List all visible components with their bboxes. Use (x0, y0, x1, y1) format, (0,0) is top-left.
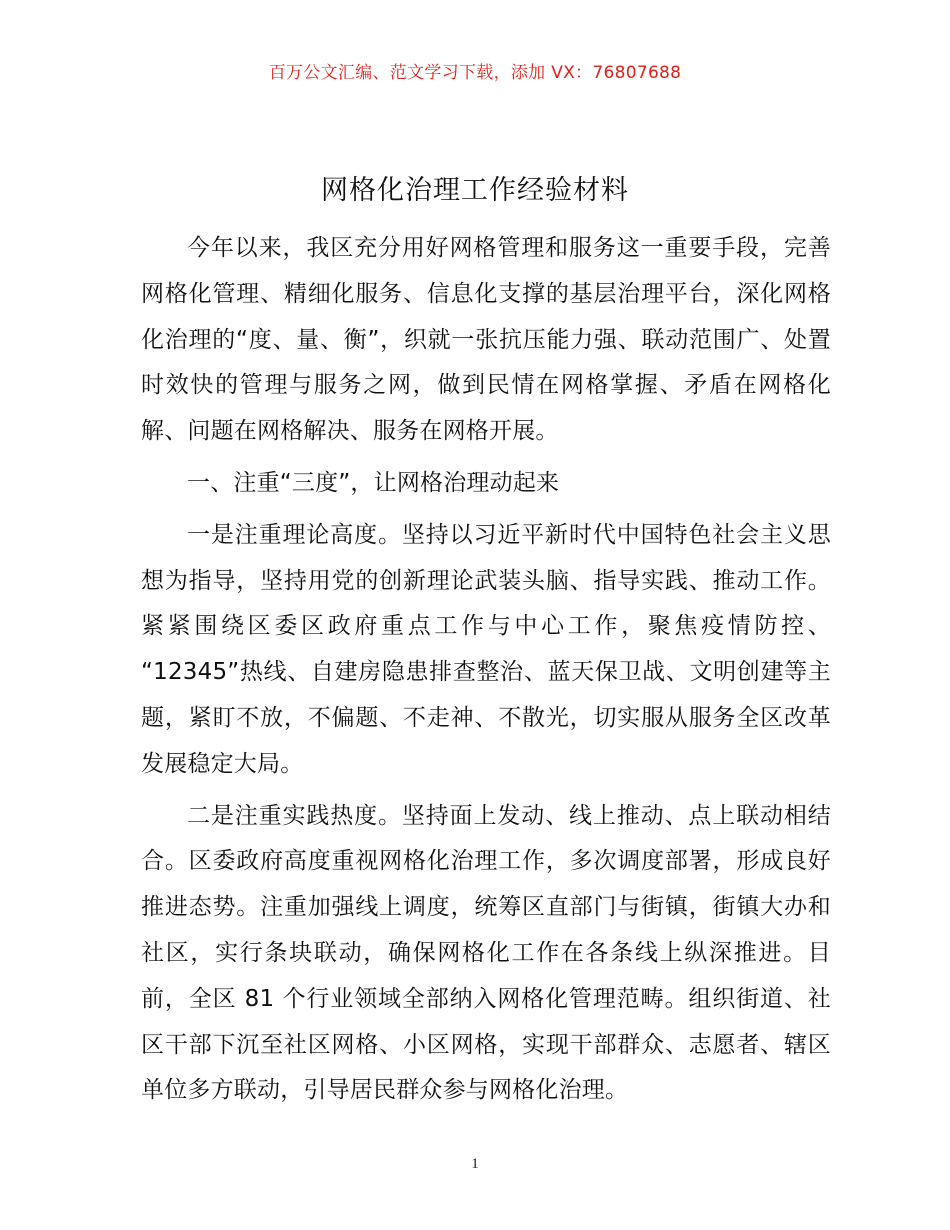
header-banner: 百万公文汇编、范文学习下载，添加 VX：76807688 (268, 63, 682, 83)
page-number: 1 (471, 1156, 479, 1172)
document-title: 网格化治理工作经验材料 (321, 175, 629, 206)
paragraph-practice: 二是注重实践热度。坚持面上发动、线上推动、点上联动相结合。区委政府高度重视网格化治理工作，多次调度部署，形成良好推进态势。注重加强线上调度，统筹区直部门与街镇，街镇大办和社区，实行条块联动，确保网格化工作在各条线上纵深推进。目前，全区 81 个行业领域全部纳入网格化管理范畴。组织街道、社区干部下沉至社区网格、小区网格，实现干部群众、志愿者、辖区单位多方联动，引导居民群众参与网格化治理。 (141, 802, 831, 1104)
paragraph-theory: 一是注重理论高度。坚持以习近平新时代中国特色社会主义思想为指导，坚持用党的创新理论武装头脑、指导实践、推动工作。紧紧围绕区委区政府重点工作与中心工作，聚焦疫情防控、 “12345”热线、自建房隐患排查整治、蓝天保卫战、文明创建等主题，紧盯不放，不偏题、不走神、不散光，切实服从服务全区改革发展稳定大局。 (141, 521, 831, 777)
intro-paragraph: 今年以来，我区充分用好网格管理和服务这一重要手段，完善网格化管理、精细化服务、信息化支撑的基层治理平台，深化网格化治理的“度、量、衡”，织就一张抗压能力强、联动范围广、处置时效快的管理与服务之网，做到民情在网格掌握、矛盾在网格化解、问题在网格解决、服务在网格开展。 (141, 235, 831, 445)
section-heading: 一、注重“三度”，让网格治理动起来 (187, 469, 560, 496)
document-body (141, 226, 831, 1114)
